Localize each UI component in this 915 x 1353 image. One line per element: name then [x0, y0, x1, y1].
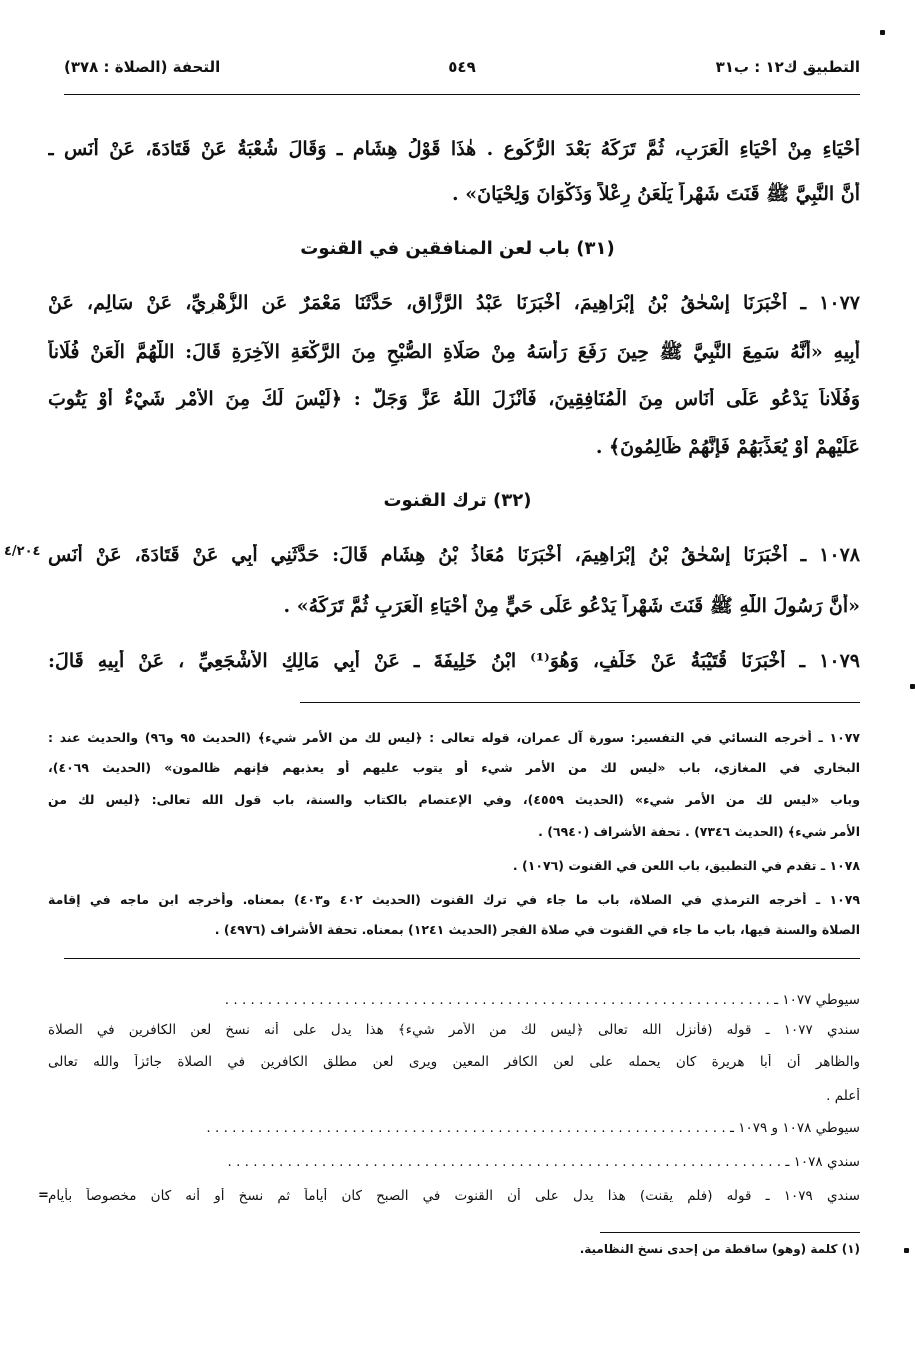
commentary-separator	[64, 958, 860, 959]
commentary-line: سندي ١٠٧٧ ـ قوله (فأنزل الله تعالى ﴿ليس لك من الأمر شيء﴾ هذا يدل على أنه نسخ لعن الكافرين في الصلاة	[48, 1022, 860, 1038]
scan-speck	[904, 1248, 909, 1253]
continuation-mark: =	[38, 1188, 49, 1203]
scan-speck	[910, 684, 915, 689]
commentary-line: سيوطي ١٠٧٨ و ١٠٧٩ ـ . . . . . . . . . . . . . . . . . . . . . . . . . . . . . . . . . . . . . . . . . . . . . . . . . . . . . . . . . . . . .	[206, 1120, 860, 1136]
hadith-1077-line: ١٠٧٧ ـ أَخْبَرَنَا إِسْحٰقُ بْنُ إِبْرَاهِيمَ، أَخْبَرَنَا عَبْدُ الرَّزَّاقِ، حَدَّثَنَا مَعْمَرٌ عَنِ الزُّهْرِيِّ، عَنْ سَالِمٍ، عَنْ	[48, 292, 860, 314]
scan-speck	[880, 30, 885, 35]
footnote-separator	[300, 702, 860, 703]
hadith-1077-line: وَفُلَاناً يَدْعُو عَلَى أُنَاسٍ مِنَ الْمُنَافِقِينَ، فَأَنْزَلَ اللّٰهُ عَزَّ وَجَلَّ : ﴿لَيْسَ لَكَ مِنَ الأَمْرِ شَيْءٌ أَوْ يَتُوبَ	[48, 388, 860, 410]
commentary-line: سيوطي ١٠٧٧ ـ . . . . . . . . . . . . . . . . . . . . . . . . . . . . . . . . . . . . . . . . . . . . . . . . . . . . . . . . . . . . . . . .	[224, 992, 860, 1008]
text-line: أَحْيَاءِ مِنْ أَحْيَاءِ الْعَرَبِ، ثُمَّ تَرَكَهُ بَعْدَ الرُّكُوعِ . هٰذَا قَوْلُ هِشَامٍ ـ وَقَالَ شُعْبَةُ عَنْ قَتَادَةَ، عَنْ أَنَسٍ ـ	[48, 138, 860, 160]
text-line: أَنَّ النَّبِيَّ ﷺ قَنَتَ شَهْراً يَلْعَنُ رِعْلاً وَذَكْوَانَ وَلِحْيَانَ» .	[452, 183, 860, 205]
margin-reference: ٤/٢٠٤	[4, 544, 41, 559]
header-rule	[64, 94, 860, 95]
takhrij-footnote-line: الأمر شيء﴾ (الحديث ٧٣٤٦) . تحفة الأشراف (٦٩٤٠) .	[538, 824, 860, 839]
commentary-line: سندي ١٠٧٩ ـ قوله (فلم يقنت) هذا يدل على أن القنوت في الصبح كان أياماً ثم نسخ أو أنه كان مخصوصاً بأيام	[48, 1188, 860, 1204]
takhrij-footnote-line: ١٠٧٩ ـ أخرجه الترمذي في الصلاة، باب ما جاء في ترك القنوت (الحديث ٤٠٢ و٤٠٣) بمعناه. وأخرجه ابن ماجه في إقامة	[48, 892, 860, 907]
bottom-footnote-rule	[600, 1232, 860, 1233]
takhrij-footnote-line: وباب «ليس لك من الأمر شيء» (الحديث ٤٥٥٩)، وفي الإعتصام بالكتاب والسنة، باب قول الله تعالى: ﴿ليس لك من	[48, 792, 860, 807]
takhrij-footnote-line: البخاري في المغازي، باب «ليس لك من الأمر شيء أو يتوب عليهم أو يعذبهم فإنهم ظالمون» (الحديث ٤٠٦٩)،	[48, 760, 860, 775]
hadith-1078-line: «أَنَّ رَسُولَ اللّٰهِ ﷺ قَنَتَ شَهْراً يَدْعُو عَلَى حَيٍّ مِنْ أَحْيَاءِ الْعَرَبِ ثُمَّ تَرَكَهُ» .	[283, 595, 860, 617]
hadith-1077-line: عَلَيْهِمْ أَوْ يُعَذِّبَهُمْ فَإِنَّهُمْ ظَالِمُونَ﴾ .	[595, 436, 860, 458]
section-heading-32: (٣٢) ترك القنوت	[383, 490, 532, 511]
commentary-line: سندي ١٠٧٨ ـ . . . . . . . . . . . . . . . . . . . . . . . . . . . . . . . . . . . . . . . . . . . . . . . . . . . . . . . . . . . . . . . . .	[227, 1154, 860, 1170]
page-number: ٥٤٩	[448, 58, 476, 76]
header-chapter-ref: التطبيق ك١٢ : ب٣١	[715, 58, 860, 76]
running-header	[64, 58, 860, 82]
hadith-1077-line: أَبِيهِ «أَنَّهُ سَمِعَ النَّبِيَّ ﷺ حِينَ رَفَعَ رَأْسَهُ مِنْ صَلَاةِ الصُّبْحِ مِنَ الرَّكْعَةِ الآخِرَةِ قَالَ: اللَّهُمَّ الْعَنْ فُلَاناً	[48, 341, 860, 363]
variant-footnote: (١) كلمة (وهو) ساقطة من إحدى نسخ النظامية.	[579, 1242, 860, 1256]
hadith-1078-line: ١٠٧٨ ـ أَخْبَرَنَا إِسْحٰقُ بْنُ إِبْرَاهِيمَ، أَخْبَرَنَا مُعَاذُ بْنُ هِشَامٍ قَالَ: حَدَّثَنِي أَبِي عَنْ قَتَادَةَ، عَنْ أَنَسٍ	[48, 544, 860, 566]
commentary-line: والظاهر أن أبا هريرة كان يحمله على لعن الكافر المعين ويرى لعن مطلق الكافرين في الصلاة جائزاً والله تعالى	[48, 1054, 860, 1070]
header-tuhfa-ref: التحفة (الصلاة : ٣٧٨)	[64, 58, 221, 76]
hadith-1079-line: ١٠٧٩ ـ أَخْبَرَنَا قُتَيْبَةُ عَنْ خَلَفٍ، وَهُوَ⁽¹⁾ ابْنُ خَلِيفَةَ ـ عَنْ أَبِي مَالِكٍ الأَشْجَعِيِّ ، عَنْ أَبِيهِ قَالَ:	[48, 650, 860, 672]
takhrij-footnote-line: ١٠٧٨ ـ تقدم في التطبيق، باب اللعن في القنوت (١٠٧٦) .	[512, 858, 860, 873]
takhrij-footnote-line: ١٠٧٧ ـ أخرجه النسائي في التفسير: سورة آل عمران، قوله تعالى : ﴿ليس لك من الأمر شيء﴾ (الحديث ٩٥ و٩٦) والحديث عند :	[48, 730, 860, 745]
takhrij-footnote-line: الصلاة والسنة فيها، باب ما جاء في القنوت في صلاة الفجر (الحديث ١٢٤١) بمعناه. تحفة الأشراف (٤٩٧٦) .	[214, 922, 860, 937]
commentary-line: أعلم .	[826, 1088, 860, 1104]
section-heading-31: (٣١) باب لعن المنافقين في القنوت	[300, 238, 615, 259]
